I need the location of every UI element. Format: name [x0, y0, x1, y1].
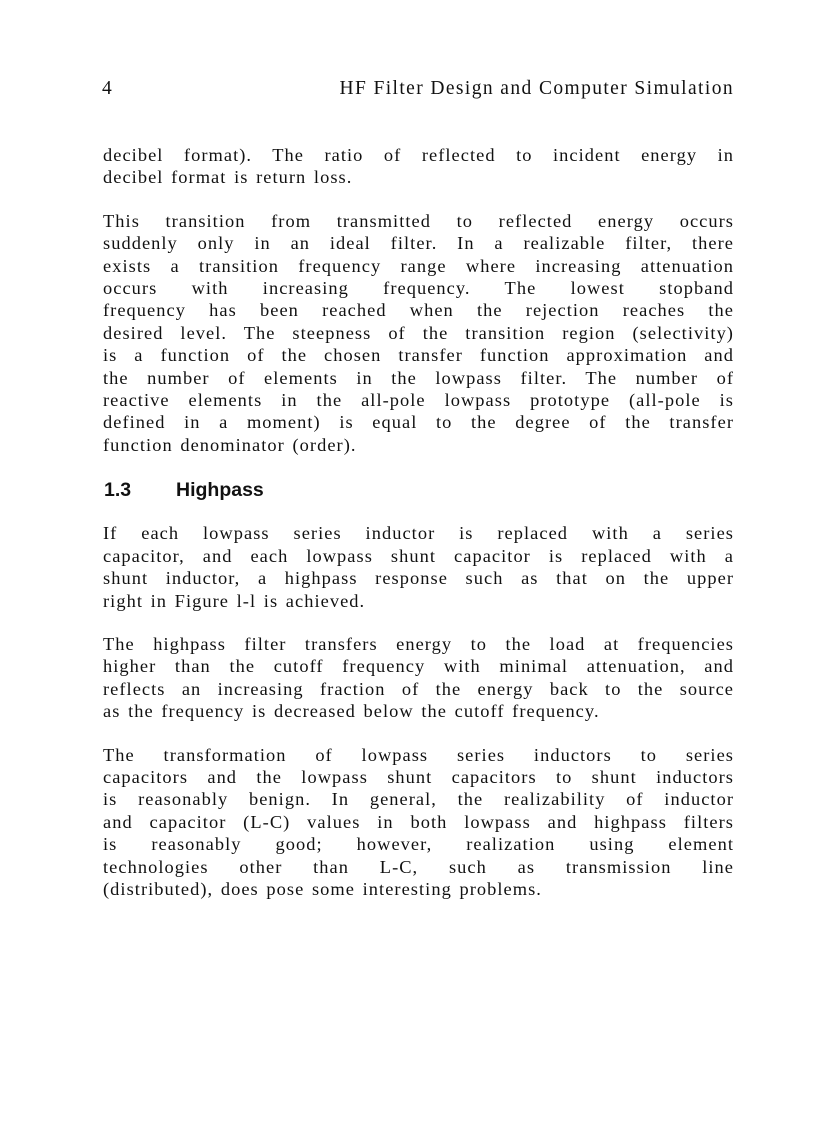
- text-line: capacitor, and each lowpass shunt capacitor is replaced with a: [103, 545, 734, 566]
- text-line: The highpass filter transfers energy to the load at frequencies: [103, 633, 734, 654]
- text-line: is a function of the chosen transfer function approximation and: [103, 345, 734, 366]
- text-line: exists a transition frequency range where increasing attenuation: [103, 255, 734, 276]
- text-line: The transformation of lowpass series inductors to series: [103, 744, 734, 765]
- text-line: higher than the cutoff frequency with minimal attenuation, and: [103, 656, 734, 677]
- section-heading: [104, 477, 734, 503]
- text-line: is reasonably benign. In general, the realizability of inductor: [103, 789, 734, 810]
- text-line: This transition from transmitted to reflected energy occurs: [103, 210, 734, 231]
- text-line: frequency has been reached when the rejection reaches the: [103, 300, 734, 321]
- text-line: and capacitor (L-C) values in both lowpass and highpass filters: [103, 811, 734, 832]
- paragraph-highpass-replacement: [103, 522, 734, 612]
- text-line: function denominator (order).: [103, 434, 357, 455]
- paragraph-return-loss: [103, 144, 734, 189]
- text-line: reactive elements in the all-pole lowpass prototype (all-pole is: [103, 390, 734, 411]
- paragraph-transformation: [103, 744, 734, 901]
- paragraph-highpass-energy: [103, 633, 734, 723]
- text-line: (distributed), does pose some interesting problems.: [103, 878, 542, 899]
- body-text: [103, 144, 734, 921]
- text-line: reflects an increasing fraction of the energy back to the source: [103, 678, 734, 699]
- text-line: decibel format is return loss.: [103, 167, 353, 188]
- text-line: suddenly only in an ideal filter. In a realizable filter, there: [103, 233, 734, 254]
- text-line: decibel format). The ratio of reflected to incident energy in: [103, 145, 734, 165]
- text-line: is reasonably good; however, realization using element: [103, 834, 734, 855]
- text-line: the number of elements in the lowpass filter. The number of: [103, 367, 734, 388]
- book-title: HF Filter Design and Computer Simulation: [339, 78, 734, 99]
- text-line: occurs with increasing frequency. The lowest stopband: [103, 278, 734, 299]
- text-line: If each lowpass series inductor is replaced with a series: [103, 523, 734, 544]
- page-number: 4: [102, 78, 113, 99]
- section-number: 1.3: [104, 479, 132, 502]
- text-line: desired level. The steepness of the transition region (selectivity): [103, 322, 734, 343]
- text-line: technologies other than L-C, such as transmission line: [103, 856, 734, 877]
- paragraph-transition: [103, 210, 734, 456]
- text-line: as the frequency is decreased below the cutoff frequency.: [103, 701, 600, 722]
- text-line: capacitors and the lowpass shunt capacitors to shunt inductors: [103, 766, 734, 787]
- text-line: shunt inductor, a highpass response such as that on the upper: [103, 568, 734, 589]
- section-title: Highpass: [176, 479, 264, 502]
- text-line: defined in a moment) is equal to the degree of the transfer: [103, 412, 734, 433]
- text-line: right in Figure l-l is achieved.: [103, 590, 366, 611]
- running-header: [102, 78, 734, 104]
